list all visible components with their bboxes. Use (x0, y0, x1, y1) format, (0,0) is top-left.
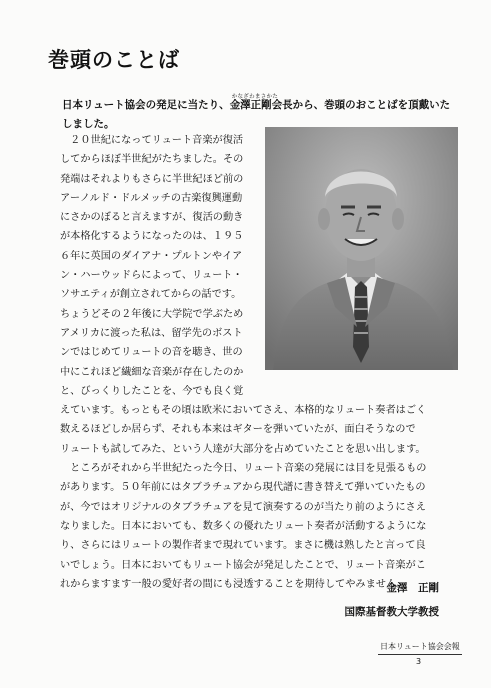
intro-text-after: 会長から、巻頭のおことばを頂戴いたしました。 (62, 99, 451, 130)
intro-text-before: 日本リュート協会の発足に当たり、 (62, 99, 230, 111)
body-line: アーノルド・ドルメッチの古楽復興運動 (60, 192, 243, 204)
body-line: 数えるほどしか居らず、それも本来はギターを弾いていたが、面白そうなので (60, 424, 416, 436)
body-text (60, 131, 456, 594)
body-line: リュートも試してみた、という人達が大部分を占めていたことを思い出します。 (60, 443, 426, 455)
body-line: ２０世紀になってリュート音楽が復活 (60, 135, 244, 146)
body-line: ところがそれから半世紀たった今日、リュート音楽の発展には目を見張るもの (60, 463, 427, 475)
body-line: が本格化するようになったのは、１９５ (60, 231, 244, 243)
footer-publication: 日本リュート協会会報 (380, 642, 460, 651)
body-line: なりました。日本においても、数多くの優れたリュート奏者が活動するようにな (60, 520, 427, 532)
body-line: してからほぼ半世紀がたちました。その (60, 154, 244, 166)
body-line: ６年に英国のダイアナ・プルトンやイア (60, 250, 243, 262)
intro-president-name (229, 94, 279, 111)
intro-name-text: 金澤正剛 (229, 99, 272, 111)
page-number: 3 (416, 657, 422, 666)
body-line: アメリカに渡った私は、留学先のボスト (60, 327, 243, 339)
body-line: ちょうどその２年後に大学院で学ぶため (60, 308, 244, 320)
body-line: 発端はそれよりもさらに半世紀ほど前の (60, 173, 244, 185)
body-line: ソサエティが創立されてからの話です。 (60, 289, 242, 301)
body-line: えています。もっともその頃は欧米においてさえ、本格的なリュート奏者はごく (60, 405, 427, 417)
body-line: ン・ハーウッドらによって、リュート・ (60, 270, 243, 282)
body-line: にさかのぼると言えますが、復活の動き (60, 212, 244, 224)
signature-affiliation: 国際基督教大学教授 (344, 606, 439, 618)
body-line: があります。５０年前にはタブラチュアから現代譜に書き替えて弾いていたもの (60, 482, 426, 494)
body-line: 中にこれほど繊細な音楽が存在したのか (60, 366, 244, 378)
signature-name: 金澤 正剛 (386, 582, 439, 594)
body-line: り、さらにはリュートの製作者まで現れています。まさに機は熟したと言って良 (60, 540, 426, 552)
name-furigana: かなざわまさかた (231, 94, 279, 100)
page-title: 巻頭のことば (48, 48, 180, 72)
body-line: と、びっくりしたことを、今でも良く覚 (60, 385, 244, 397)
body-line: ンではじめてリュートの音を聴き、世の (60, 347, 243, 359)
body-line: が、今ではオリジナルのタブラチュアを見て演奏するのが当たり前のようにさえ (60, 501, 426, 513)
body-line: いでしょう。日本においてもリュート協会が発足したことで、リュート音楽がこ (60, 559, 426, 571)
footer-divider (378, 654, 462, 655)
body-line: れからますます一般の愛好者の間にも浸透することを期待してやみません。 (60, 578, 407, 590)
